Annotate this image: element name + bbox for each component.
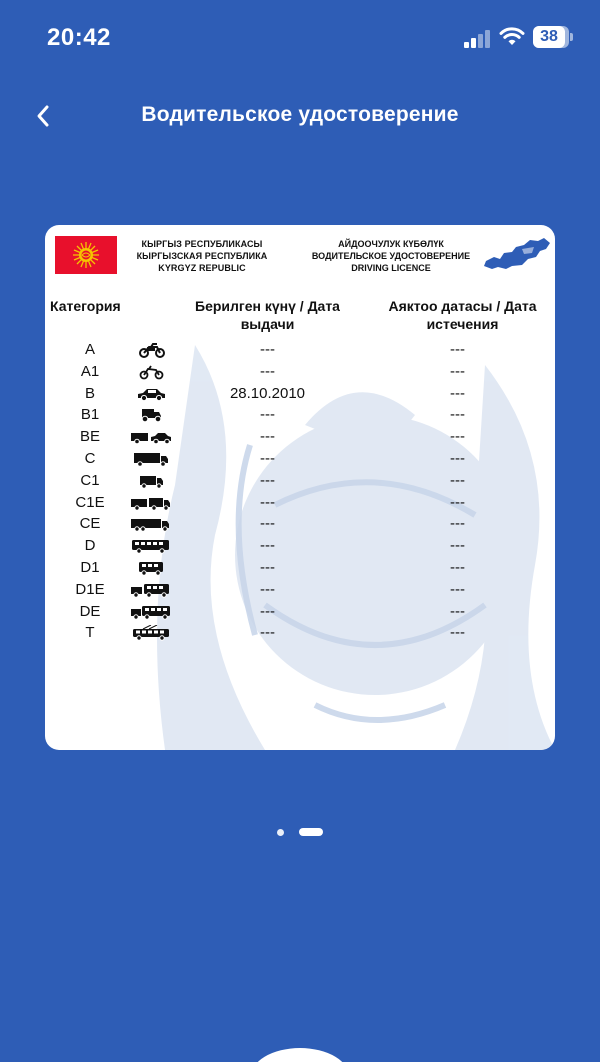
truck-trailer-icon [129, 516, 173, 532]
country-header: КЫРГЫЗ РЕСПУБЛИКАСЫ КЫРГЫЗСКАЯ РЕСПУБЛИКА KYRGYZ REPUBLIC [136, 239, 268, 273]
category-row [45, 622, 555, 644]
truck-icon [129, 451, 173, 467]
car-trailer-icon [129, 429, 173, 445]
expiry-date: --- [450, 602, 465, 620]
expiry-date: --- [450, 449, 465, 467]
page-indicator-active[interactable] [299, 828, 323, 836]
category-code: D1E [75, 580, 105, 598]
category-code: A [84, 341, 95, 358]
expiry-date: --- [450, 537, 465, 555]
license-card[interactable] [45, 225, 555, 750]
category-code: A1 [80, 362, 100, 380]
category-code: D1 [80, 558, 100, 576]
category-row [45, 579, 555, 601]
bus-icon [129, 538, 173, 554]
column-header-issue-date: Берилген күнү / Дата выдачи [195, 298, 340, 332]
issue-date: --- [260, 602, 275, 620]
column-header-category: Категория [50, 298, 121, 314]
expiry-date: --- [450, 558, 465, 576]
category-row [45, 426, 555, 448]
expiry-date: --- [450, 341, 465, 358]
document-header: АЙДООЧУЛУК КҮБӨЛҮК ВОДИТЕЛЬСКОЕ УДОСТОВЕРЕНИЕ DRIVING LICENCE [311, 239, 471, 273]
category-code: C [84, 449, 96, 467]
issue-date: --- [260, 537, 275, 555]
issue-date: --- [260, 493, 275, 511]
page-title: Водительское удостоверение [141, 103, 459, 126]
category-row [45, 535, 555, 557]
category-row [45, 339, 555, 361]
wifi-icon [499, 27, 525, 47]
status-time: 20:42 [47, 24, 111, 51]
trolleybus-icon [129, 625, 173, 641]
category-code: T [85, 624, 95, 642]
kyrgyzstan-map-icon [482, 235, 554, 273]
issue-date: --- [260, 515, 275, 533]
issue-date: 28.10.2010 [229, 384, 306, 402]
category-code: C1 [80, 471, 100, 489]
bottom-action-button[interactable] [250, 1048, 350, 1062]
category-row [45, 361, 555, 383]
category-code: DE [79, 602, 101, 620]
category-table [45, 339, 555, 644]
expiry-date: --- [450, 406, 465, 424]
cellular-signal-icon [464, 30, 492, 48]
motorcycle-icon [129, 342, 173, 358]
page-indicator-dot[interactable] [277, 829, 284, 836]
issue-date: --- [260, 341, 275, 358]
category-row [45, 448, 555, 470]
bus-trailer-icon [129, 604, 173, 620]
category-code: CE [79, 515, 101, 533]
expiry-date: --- [450, 624, 465, 642]
category-row [45, 404, 555, 426]
category-code: B [84, 384, 95, 402]
light-truck-trailer-icon [129, 495, 173, 511]
kyrgyz-flag-icon [55, 236, 117, 274]
quad-icon [129, 407, 173, 423]
car-icon [129, 386, 173, 402]
issue-date: --- [260, 471, 275, 489]
issue-date: --- [260, 406, 275, 424]
category-row [45, 492, 555, 514]
moped-icon [129, 364, 173, 380]
issue-date: --- [260, 362, 275, 380]
expiry-date: --- [450, 471, 465, 489]
expiry-date: --- [450, 580, 465, 598]
expiry-date: --- [450, 384, 465, 402]
category-row [45, 513, 555, 535]
status-bar [0, 0, 600, 70]
category-row [45, 557, 555, 579]
category-row [45, 601, 555, 623]
category-code: C1E [75, 493, 105, 511]
issue-date: --- [260, 558, 275, 576]
light-truck-icon [129, 473, 173, 489]
minibus-icon [129, 560, 173, 576]
minibus-trailer-icon [129, 582, 173, 598]
expiry-date: --- [450, 493, 465, 511]
category-row [45, 383, 555, 405]
battery-icon [533, 26, 569, 48]
issue-date: --- [260, 624, 275, 642]
battery-level: 38 [533, 26, 565, 48]
category-code: BE [79, 428, 100, 446]
category-code: D [84, 537, 96, 555]
category-code: B1 [80, 406, 100, 424]
category-row [45, 470, 555, 492]
expiry-date: --- [450, 515, 465, 533]
expiry-date: --- [450, 428, 465, 446]
column-header-expiry-date: Аяктоо датасы / Дата истечения [388, 298, 537, 332]
issue-date: --- [260, 428, 275, 446]
issue-date: --- [260, 449, 275, 467]
issue-date: --- [260, 580, 275, 598]
expiry-date: --- [450, 362, 465, 380]
